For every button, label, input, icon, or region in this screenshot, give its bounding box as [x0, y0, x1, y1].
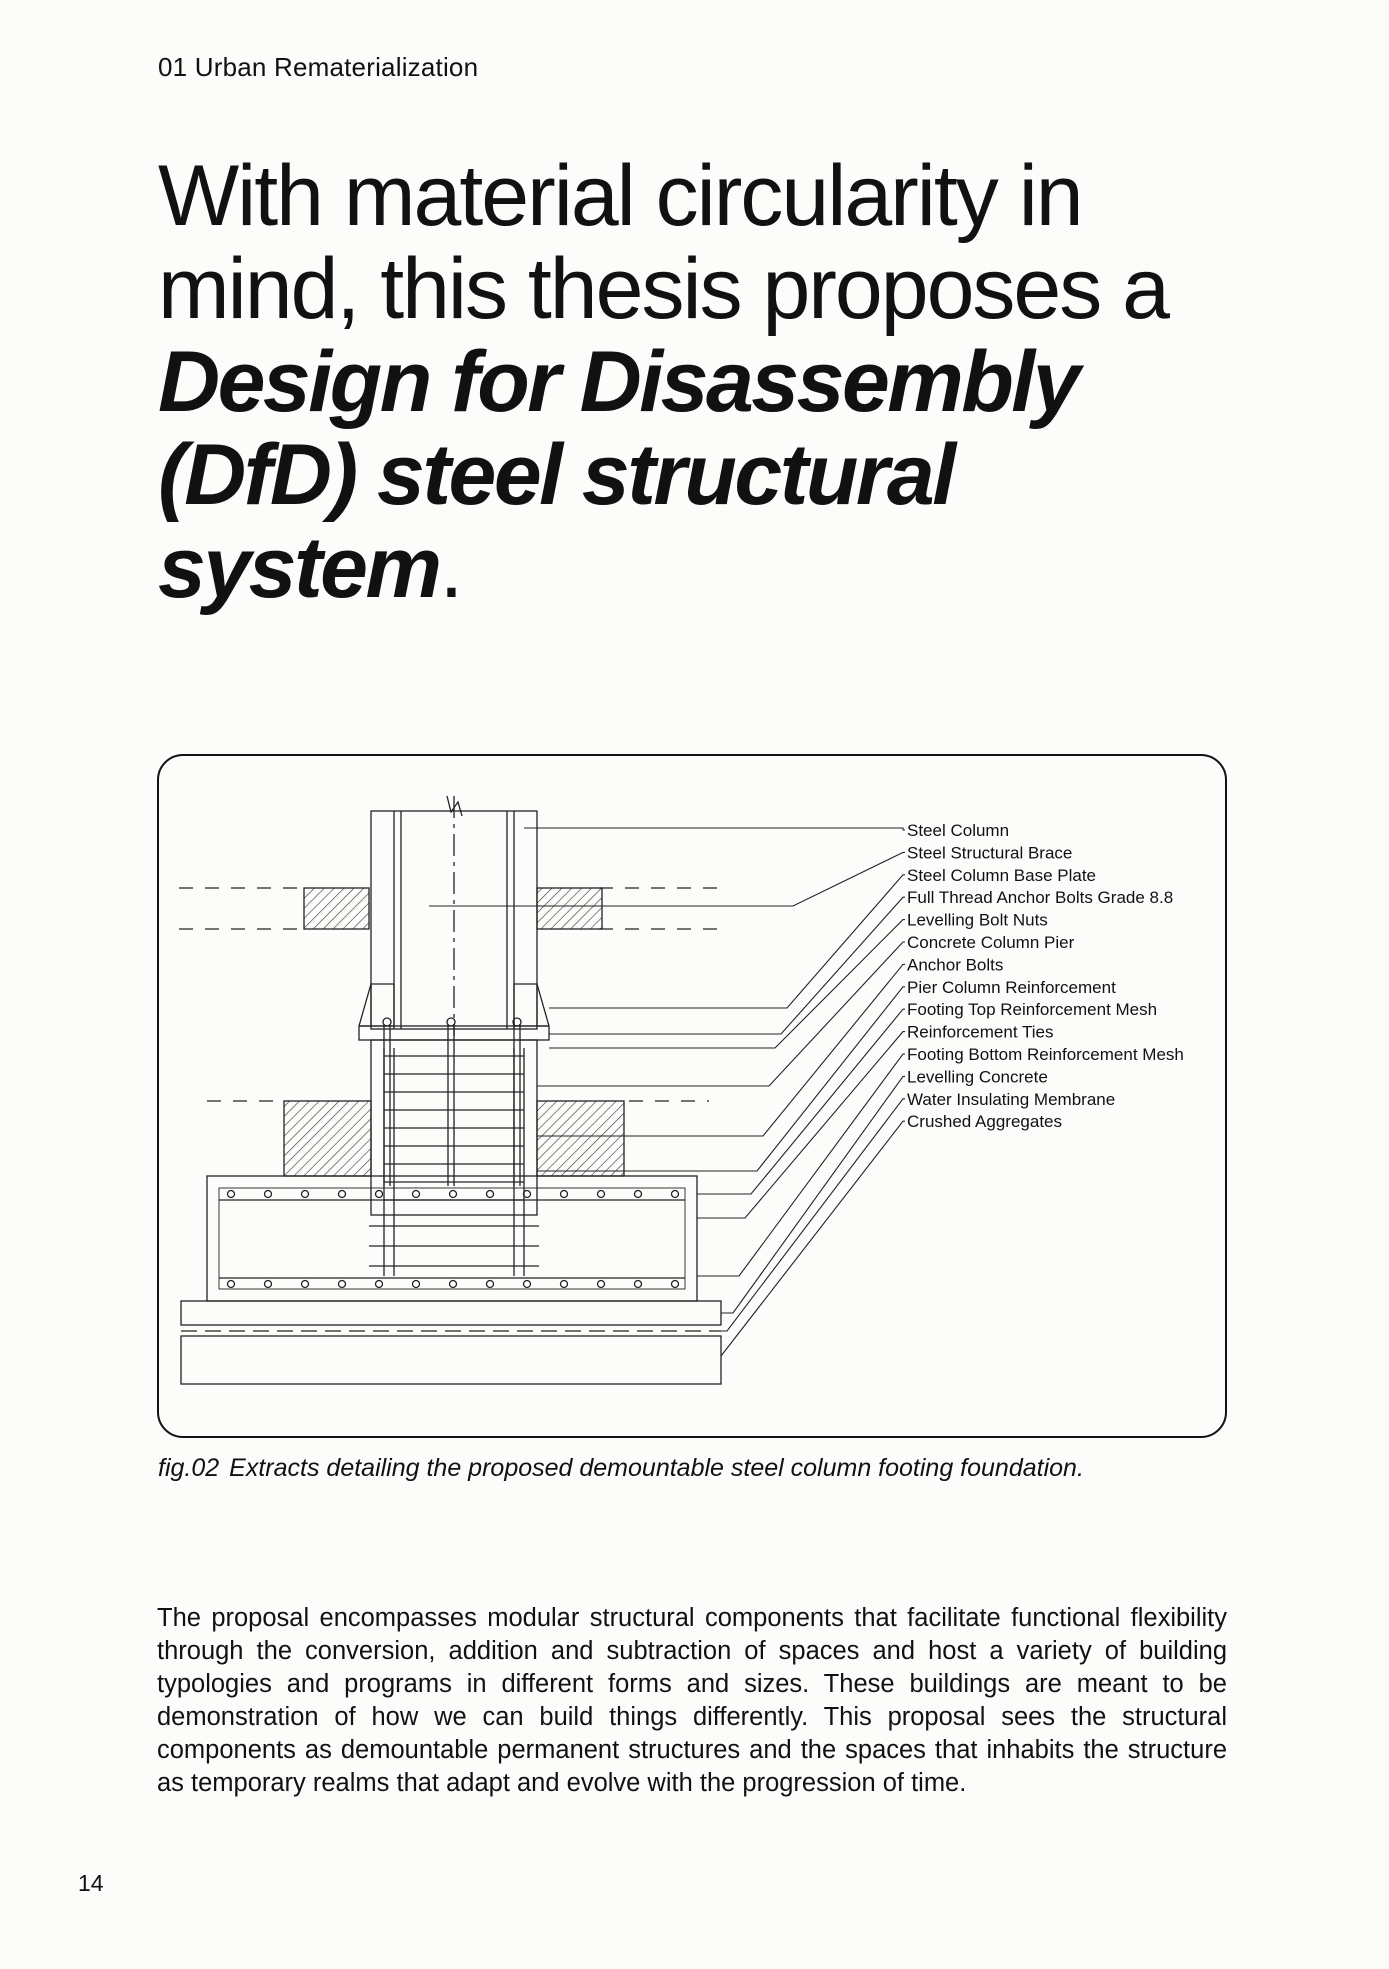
bottom-mesh-bar [228, 1281, 235, 1288]
crushed-aggregates [181, 1336, 721, 1384]
leader-line-5 [549, 920, 905, 1048]
soil-block [284, 1101, 371, 1176]
headline [158, 150, 1258, 615]
diagram-label-11: Footing Bottom Reinforcement Mesh [907, 1045, 1184, 1064]
bottom-mesh-bar [450, 1281, 457, 1288]
top-mesh-bar [561, 1191, 568, 1198]
bottom-mesh-bar [672, 1281, 679, 1288]
bolt-nut [383, 1018, 391, 1026]
leader-line-13 [721, 1099, 905, 1331]
top-mesh-bar [228, 1191, 235, 1198]
bottom-mesh-bar [339, 1281, 346, 1288]
leader-line-6 [537, 942, 905, 1086]
leader-line-2 [429, 852, 905, 906]
diagram-label-12: Levelling Concrete [907, 1067, 1048, 1087]
levelling-concrete [181, 1301, 721, 1325]
bottom-mesh-bar [487, 1281, 494, 1288]
top-mesh-bar [413, 1191, 420, 1198]
leader-line-9 [697, 1009, 905, 1194]
top-mesh-bar [598, 1191, 605, 1198]
top-mesh-bar [672, 1191, 679, 1198]
diagram-label-5: Levelling Bolt Nuts [907, 910, 1048, 930]
footing [207, 1176, 697, 1301]
bottom-mesh-bar [561, 1281, 568, 1288]
bottom-mesh-bar [635, 1281, 642, 1288]
section-header: 01 Urban Rematerialization [158, 52, 479, 82]
soil-block [537, 1101, 624, 1176]
brace-line [359, 984, 371, 1026]
diagram-label-13: Water Insulating Membrane [907, 1089, 1116, 1109]
bottom-mesh-bar [524, 1281, 531, 1288]
diagram-label-4: Full Thread Anchor Bolts Grade 8.8 [907, 888, 1174, 908]
bottom-mesh-bar [376, 1281, 383, 1288]
brace-line [537, 984, 549, 1026]
leader-line-12 [721, 1076, 905, 1313]
figure-frame [157, 754, 1227, 1438]
top-mesh-bar [376, 1191, 383, 1198]
diagram-label-14: Crushed Aggregates [907, 1112, 1062, 1132]
bolt-nut [447, 1018, 455, 1026]
body-paragraph: The proposal encompasses modular structural components that facilitate functional flexibility through the conversion, addition and subtraction of spaces and host a variety of building typologies and programs in different forms and sizes. These buildings are meant to be demonstration of how we can build things differently. This proposal sees the structural components as demountable permanent structures and the spaces that inhabits the structure as temporary realms that adapt and evolve with the progression of time. [157, 1604, 1227, 1797]
leader-line-10 [697, 1032, 905, 1218]
top-mesh-bar [635, 1191, 642, 1198]
page-number: 14 [78, 1870, 104, 1896]
diagram-label-6: Concrete Column Pier [907, 933, 1075, 952]
slab-section [537, 888, 602, 929]
leader-line-1 [524, 828, 905, 830]
bottom-mesh-bar [413, 1281, 420, 1288]
diagram-labels [907, 821, 1184, 1131]
diagram-label-8: Pier Column Reinforcement [907, 977, 1116, 997]
headline-plain: With material circularity in mind, this thesis proposes a [158, 148, 1168, 337]
diagram-label-2: Steel Structural Brace [907, 843, 1073, 863]
diagram-label-3: Steel Column Base Plate [907, 865, 1096, 885]
bottom-mesh-bar [598, 1281, 605, 1288]
top-mesh-bar [339, 1191, 346, 1198]
slab-section [304, 888, 369, 929]
diagram-label-9: Footing Top Reinforcement Mesh [907, 1000, 1158, 1020]
section-drawing [179, 796, 729, 1384]
headline-end: . [439, 520, 462, 616]
top-mesh-bar [265, 1191, 272, 1198]
caption-text: Extracts detailing the proposed demountable steel column footing foundation. [229, 1454, 1084, 1482]
brace-right [514, 984, 537, 1026]
diagram-label-10: Reinforcement Ties [907, 1022, 1054, 1042]
foundation-diagram [159, 756, 1229, 1440]
top-mesh-bar [487, 1191, 494, 1198]
caption-number: fig.02 [158, 1454, 220, 1482]
diagram-label-7: Anchor Bolts [907, 955, 1004, 975]
leader-line-11 [697, 1054, 905, 1276]
top-mesh-bar [450, 1191, 457, 1198]
top-mesh-bar [302, 1191, 309, 1198]
diagram-label-1: Steel Column [907, 821, 1010, 840]
footing-inner [219, 1188, 685, 1289]
leader-line-14 [721, 1121, 905, 1356]
bottom-mesh-bar [302, 1281, 309, 1288]
figure-caption [158, 1454, 1084, 1483]
headline-emphasis: Design for Disassembly (DfD) steel structural system [158, 334, 1079, 616]
bottom-mesh-bar [265, 1281, 272, 1288]
